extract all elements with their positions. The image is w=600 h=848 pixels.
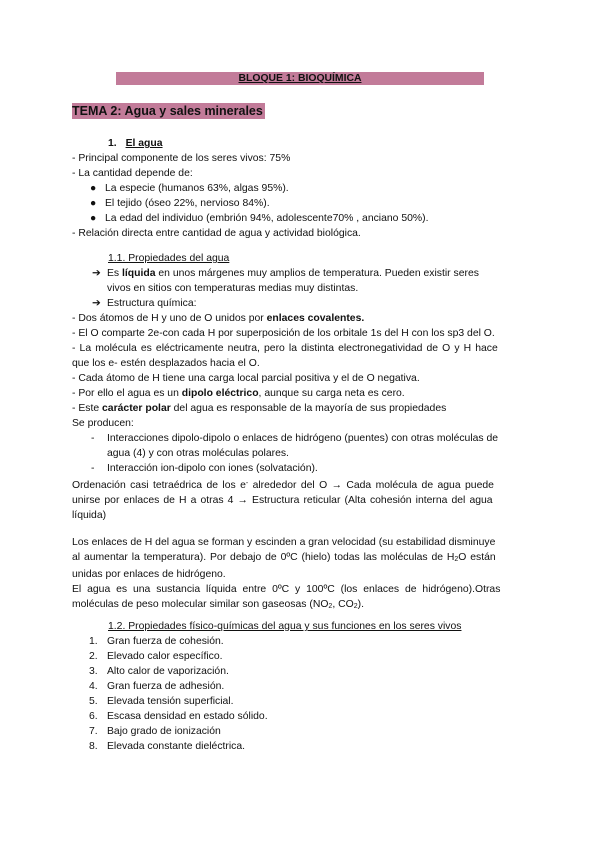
intro-block bbox=[72, 151, 528, 241]
paragraph-line: - Por ello el agua es un dipolo eléctrico, aunque su carga neta es cero. bbox=[72, 388, 405, 399]
arrow-item-continuation: vivos en sitios con temperaturas medias muy distintas. bbox=[107, 283, 359, 294]
numbered-list bbox=[72, 634, 528, 754]
list-item-number: 6. bbox=[89, 711, 98, 722]
section-number: 1. bbox=[108, 138, 117, 149]
subsection-1-2 bbox=[72, 619, 528, 754]
intro-line-1: - Principal componente de los seres vivos: 75% bbox=[72, 153, 291, 164]
list-item-text: Gran fuerza de adhesión. bbox=[107, 681, 225, 692]
list-item-text: Elevada tensión superficial. bbox=[107, 696, 234, 707]
arrow-icon: ➔ bbox=[92, 298, 101, 309]
list-item bbox=[72, 709, 528, 724]
list-item-number: 5. bbox=[89, 696, 98, 707]
bullet-icon: ● bbox=[90, 213, 97, 224]
dash-item: - Interacciones dipolo-dipolo o enlaces de hidrógeno (puentes) con otras moléculas de bbox=[91, 433, 499, 444]
arrow-item: ➔ Es líquida en unos márgenes muy amplios de temperatura. Pueden existir seres bbox=[92, 268, 479, 279]
list-item bbox=[72, 634, 528, 649]
section-title: El agua bbox=[125, 138, 163, 149]
list-item bbox=[72, 739, 528, 754]
bullet-icon: ● bbox=[90, 198, 97, 209]
list-item bbox=[72, 724, 528, 739]
list-item-number: 8. bbox=[89, 741, 98, 752]
list-item: ● La edad del individuo (embrión 94%, adolescente70% , anciano 50%). bbox=[90, 213, 429, 224]
paragraph-line: - Este carácter polar del agua es responsable de la mayoría de sus propiedades bbox=[72, 403, 447, 414]
list-item-text: Bajo grado de ionización bbox=[107, 726, 221, 737]
paragraph-line: al aumentar la temperatura). Por debajo de 0ºC (hielo) todas las moléculas de H2O están bbox=[72, 552, 496, 563]
paragraph-line: líquida) bbox=[72, 510, 107, 521]
list-item: ● La especie (humanos 63%, algas 95%). bbox=[90, 183, 289, 194]
list-item: ● El tejido (óseo 22%, nervioso 84%). bbox=[90, 198, 270, 209]
dash-item: - Interacción ion-dipolo con iones (solvatación). bbox=[91, 463, 318, 474]
list-item bbox=[72, 664, 528, 679]
paragraph-line: Los enlaces de H del agua se forman y escinden a gran velocidad (su estabilidad disminuye bbox=[72, 537, 496, 548]
list-item-text: Alto calor de vaporización. bbox=[107, 666, 229, 677]
list-item-number: 3. bbox=[89, 666, 98, 677]
paragraph-line: unidas por enlaces de hidrógeno. bbox=[72, 569, 226, 580]
list-item bbox=[72, 694, 528, 709]
list-item-text: Elevado calor específico. bbox=[107, 651, 223, 662]
dash-icon: - bbox=[91, 433, 95, 444]
list-item-text: Gran fuerza de cohesión. bbox=[107, 636, 224, 647]
list-item-number: 2. bbox=[89, 651, 98, 662]
dash-icon: - bbox=[91, 463, 95, 474]
block-title-banner: BLOQUE 1: BIOQUÍMICA bbox=[116, 72, 484, 85]
arrow-item: ➔ Estructura química: bbox=[92, 298, 197, 309]
paragraph-line: - El O comparte 2e-con cada H por superposición de los orbitale 1s del H con los sp3 del O. bbox=[72, 328, 495, 339]
dash-item-continuation: agua (4) y con otras moléculas polares. bbox=[107, 448, 289, 459]
paragraph-line: Ordenación casi tetraédrica de los e- alrededor del O → Cada molécula de agua puede bbox=[72, 480, 494, 491]
bullet-icon: ● bbox=[90, 183, 97, 194]
list-item-number: 7. bbox=[89, 726, 98, 737]
list-item-number: 4. bbox=[89, 681, 98, 692]
paragraph-line: moléculas de peso molecular similar son gaseosas (NO2, CO2). bbox=[72, 599, 364, 610]
list-item-text: Elevada constante dieléctrica. bbox=[107, 741, 246, 752]
paragraph-line: unirse por enlaces de H a otras 4 → Estructura reticular (Alta cohesión interna del agua bbox=[72, 495, 493, 506]
section-heading bbox=[72, 136, 528, 151]
paragraph-block bbox=[72, 535, 528, 614]
paragraph-line: Se producen: bbox=[72, 418, 134, 429]
list-item bbox=[72, 679, 528, 694]
paragraph-line: - Dos átomos de H y uno de O unidos por enlaces covalentes. bbox=[72, 313, 365, 324]
list-item-number: 1. bbox=[89, 636, 98, 647]
intro-line-2: - La cantidad depende de: bbox=[72, 168, 193, 179]
subsection-title: 1.1. Propiedades del agua bbox=[108, 253, 230, 264]
list-item-text: Escasa densidad en estado sólido. bbox=[107, 711, 268, 722]
subsection-title: 1.2. Propiedades físico-químicas del agua y sus funciones en los seres vivos bbox=[108, 621, 462, 632]
intro-line-3: - Relación directa entre cantidad de agua y actividad biológica. bbox=[72, 228, 361, 239]
paragraph-line: que los e- estén desplazados hacia el O. bbox=[72, 358, 260, 369]
paragraph-line: - Cada átomo de H tiene una carga local parcial positiva y el de O negativa. bbox=[72, 373, 420, 384]
arrow-icon: ➔ bbox=[92, 268, 101, 279]
paragraph-line: El agua es una sustancia líquida entre 0ºC y 100ºC (los enlaces de hidrógeno).Otras bbox=[72, 584, 501, 595]
list-item bbox=[72, 649, 528, 664]
topic-title: TEMA 2: Agua y sales minerales bbox=[72, 104, 263, 118]
paragraph-line: - La molécula es eléctricamente neutra, pero la distinta electronegatividad de O y H hace bbox=[72, 343, 498, 354]
subsection-1-1 bbox=[72, 251, 528, 523]
